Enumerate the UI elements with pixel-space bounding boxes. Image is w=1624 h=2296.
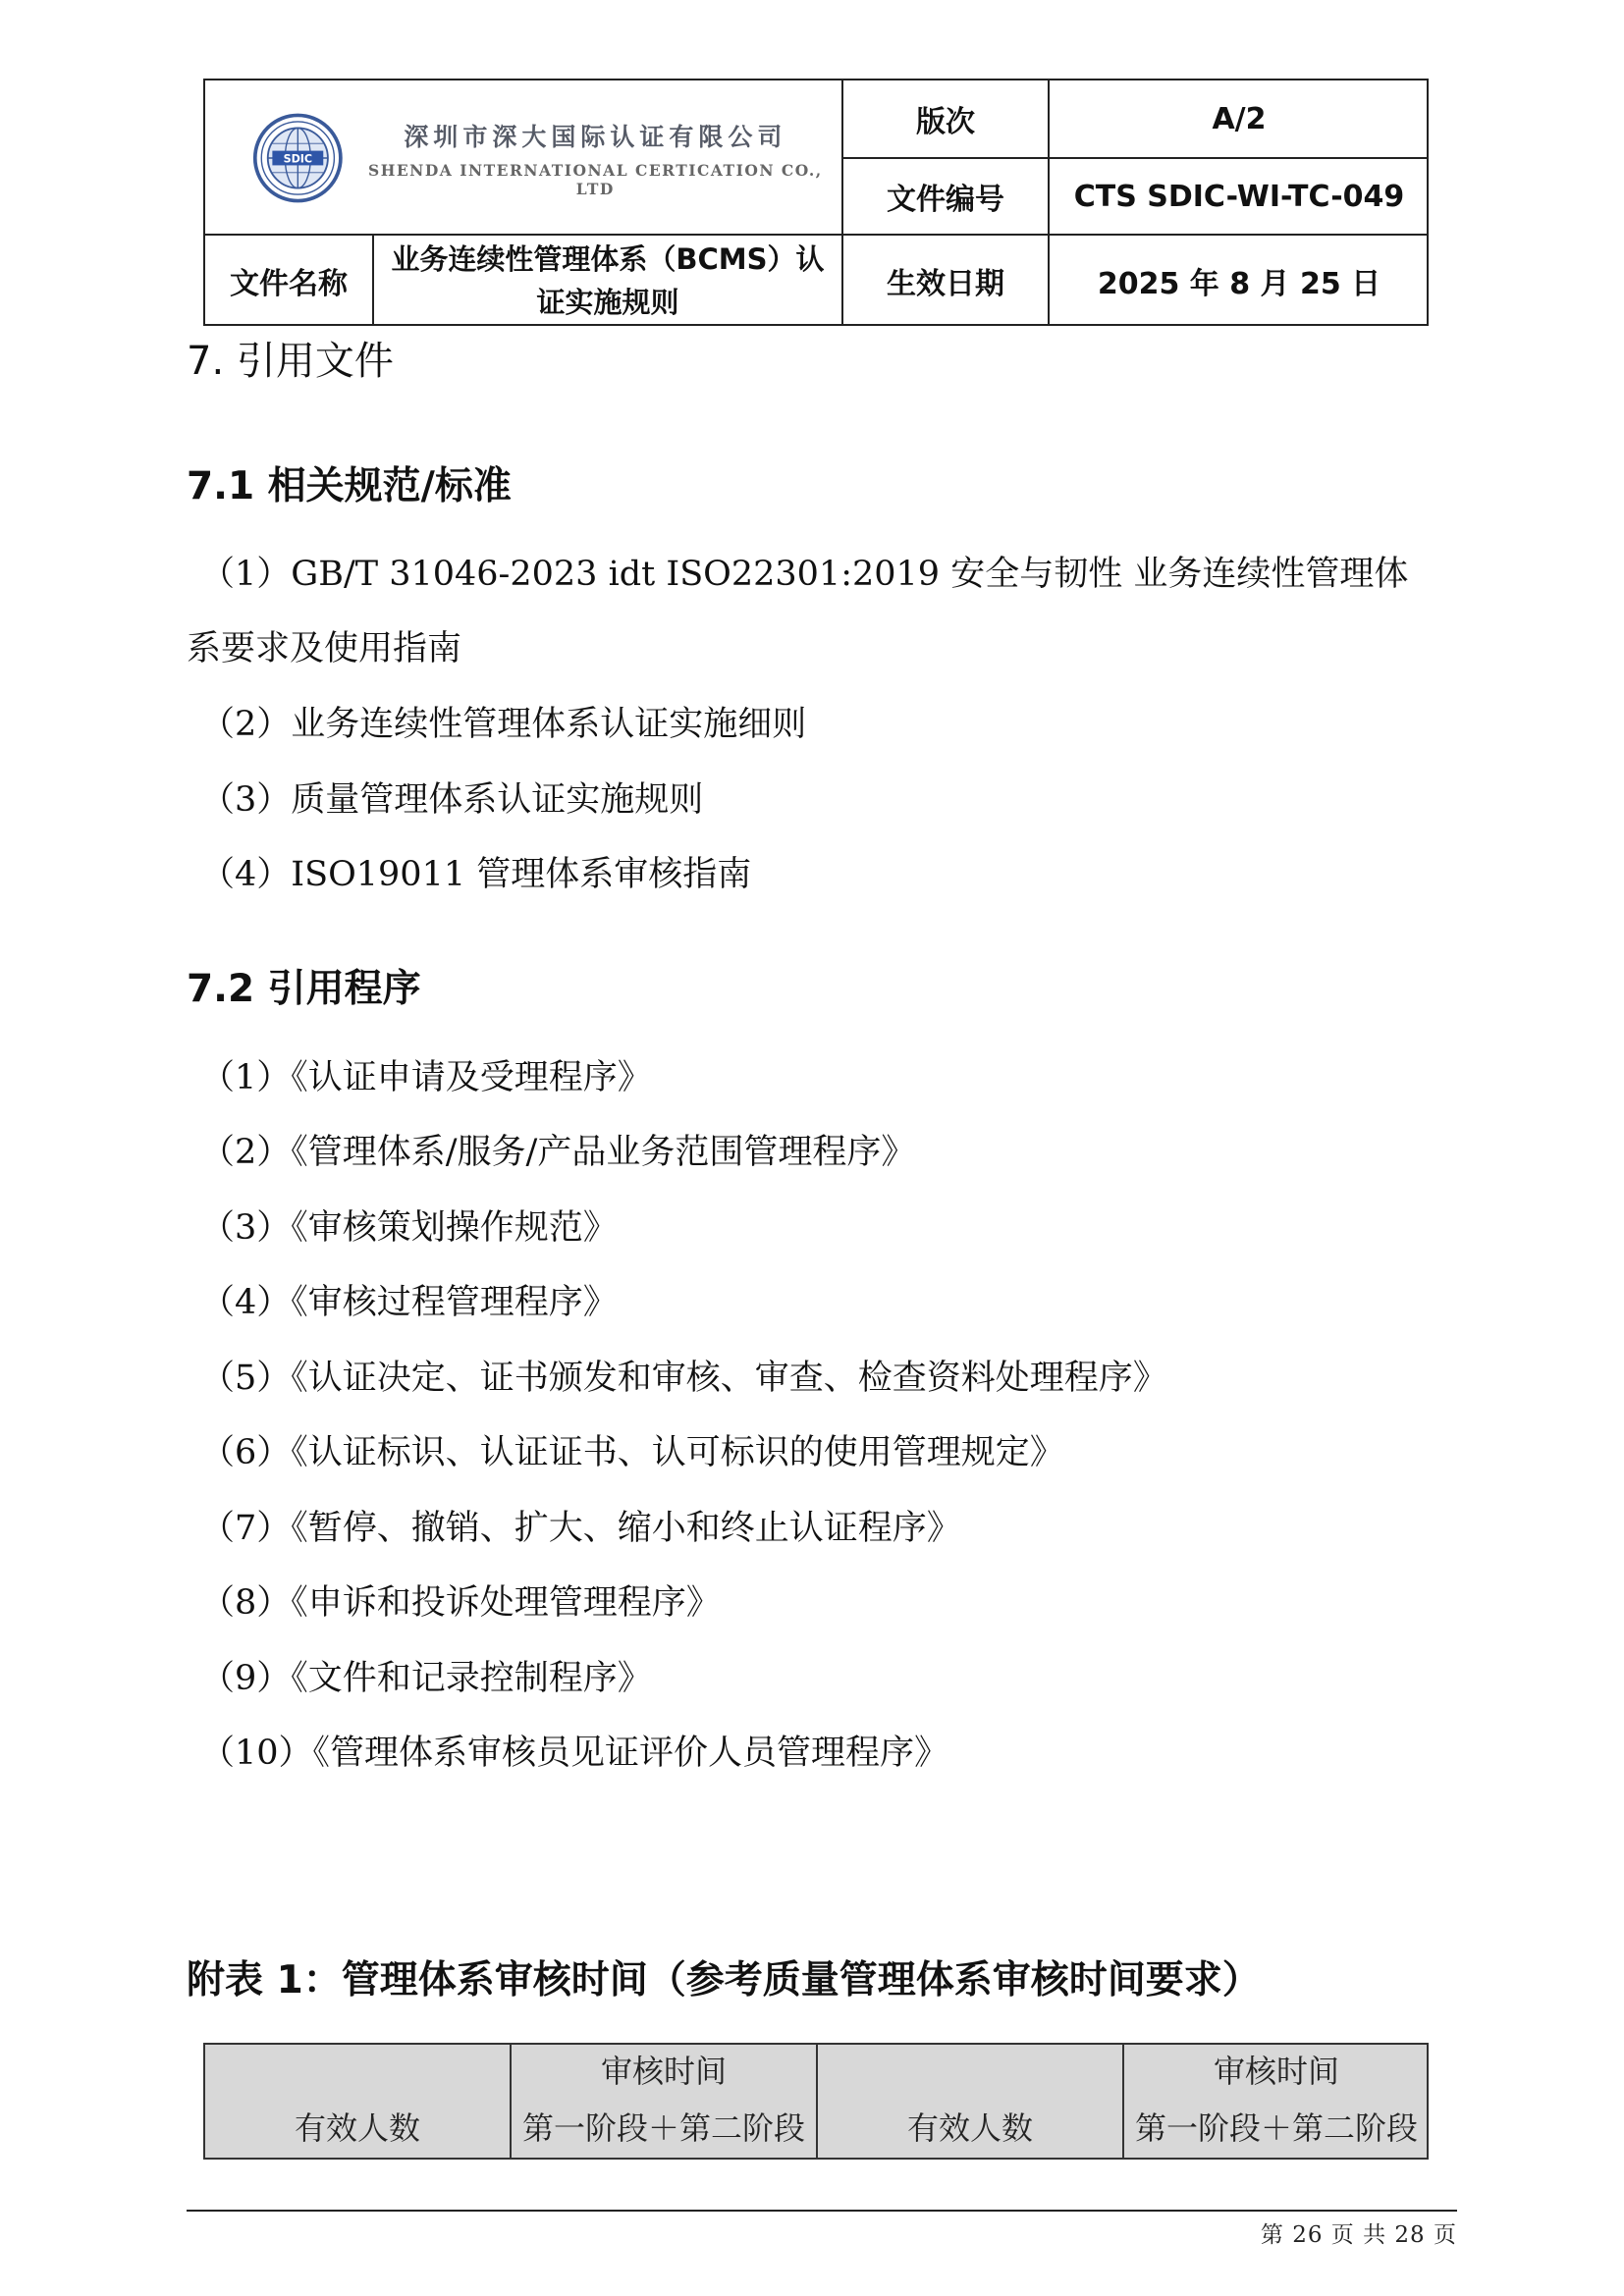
standard-item-continuation: 系要求及使用指南 [187,629,462,668]
document-name-line-2: 证实施规则 [536,286,679,319]
table-header-cell [512,2045,818,2158]
procedure-item: （9）《文件和记录控制程序》 [200,1659,652,1698]
effective-date-value: 2025 年 8 月 25 日 [1097,267,1381,301]
version-label: 版次 [843,80,1050,159]
procedure-item: （6）《认证标识、认证证书、认可标识的使用管理规定》 [200,1433,1064,1472]
audit-time-table-header [203,2043,1429,2160]
procedure-item: （4）《审核过程管理程序》 [200,1283,618,1322]
procedure-item: （5）《认证决定、证书颁发和审核、审查、检查资料处理程序》 [200,1359,1167,1398]
footer-divider [187,2210,1457,2212]
document-name-value [374,236,843,326]
effective-headcount-header: 有效人数 [294,2109,420,2147]
logo-text: SDIC [283,152,313,166]
attachment-1-heading: 附表 1：管理体系审核时间（参考质量管理体系审核时间要求） [187,1958,1261,2002]
audit-stage-header: 第一阶段＋第二阶段 [521,2109,805,2147]
document-number-label: 文件编号 [843,159,1050,236]
procedure-item: （2）《管理体系/服务/产品业务范围管理程序》 [200,1133,916,1172]
company-logo [252,112,841,204]
globe-emblem-icon [252,112,344,204]
procedure-item: （1）《认证申请及受理程序》 [200,1058,652,1097]
audit-time-header: 审核时间 [600,2053,727,2090]
table-header-cell [205,2045,512,2158]
procedure-item: （3）《审核策划操作规范》 [200,1208,618,1248]
table-header-cell [1124,2045,1429,2158]
standard-item: （1）GB/T 31046-2023 idt ISO22301:2019 安全与韧性 业务连续性管理体 [200,555,1409,594]
procedure-item: （7）《暂停、撤销、扩大、缩小和终止认证程序》 [200,1509,961,1548]
version-value: A/2 [1050,80,1429,159]
effective-headcount-header: 有效人数 [906,2109,1033,2147]
effective-date-label: 生效日期 [843,236,1050,326]
procedure-item: （8）《申诉和投诉处理管理程序》 [200,1583,721,1623]
company-logo-cell [205,80,843,236]
audit-stage-header: 第一阶段＋第二阶段 [1134,2109,1418,2147]
section-7-2-heading: 7.2 引用程序 [187,967,421,1011]
document-header-table [203,79,1429,326]
company-name-cn: 深圳市深大国际认证有限公司 [404,123,787,151]
standard-item: （2）业务连续性管理体系认证实施细则 [200,705,807,744]
company-name-en: SHENDA INTERNATIONAL CERTICATION CO., LTD [368,161,823,198]
procedure-item: （10）《管理体系审核员见证评价人员管理程序》 [200,1734,949,1773]
standard-item: （3）质量管理体系认证实施规则 [200,780,704,820]
section-7-heading: 7. 引用文件 [187,339,394,384]
document-name-label: 文件名称 [205,236,374,326]
page-number: 第 26 页 共 28 页 [1260,2222,1457,2248]
table-header-cell [818,2045,1124,2158]
document-number-value: CTS SDIC-WI-TC-049 [1050,159,1429,236]
standard-item: （4）ISO19011 管理体系审核指南 [200,855,752,894]
document-name-line-1: 业务连续性管理体系（BCMS）认 [391,242,825,276]
section-7-1-heading: 7.1 相关规范/标准 [187,464,512,508]
audit-time-header: 审核时间 [1213,2053,1339,2090]
